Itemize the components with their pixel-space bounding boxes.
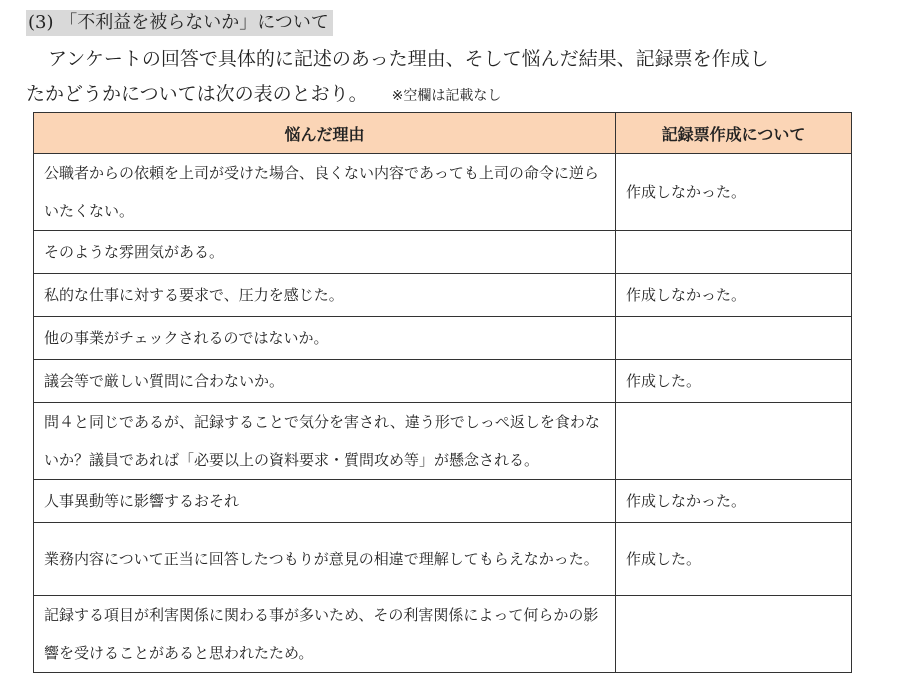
reason-cell: 人事異動等に影響するおそれ xyxy=(34,480,616,523)
table-row xyxy=(34,274,852,317)
reason-cell: 問４と同じであるが、記録することで気分を害され、違う形でしっぺ返しを食わないか？議員であれば「必要以上の資料要求・質問攻め等」が懸念される。 xyxy=(34,403,616,480)
record-cell: 作成した。 xyxy=(616,360,852,403)
reason-cell: 私的な仕事に対する要求で、圧力を感じた。 xyxy=(34,274,616,317)
record-cell: 作成しなかった。 xyxy=(616,154,852,231)
header-record: 記録票作成について xyxy=(616,113,852,154)
table-row xyxy=(34,403,852,480)
intro-paragraph-line1: アンケートの回答で具体的に記述のあった理由、そして悩んだ結果、記録票を作成し xyxy=(48,48,769,70)
reason-cell: そのような雰囲気がある。 xyxy=(34,231,616,274)
reason-cell: 公職者からの依頼を上司が受けた場合、良くない内容であっても上司の命令に逆らいたくない。 xyxy=(34,154,616,231)
record-cell xyxy=(616,403,852,480)
table-row xyxy=(34,360,852,403)
table-row xyxy=(34,523,852,596)
table-row xyxy=(34,480,852,523)
record-cell xyxy=(616,317,852,360)
header-reason: 悩んだ理由 xyxy=(34,113,616,154)
table-row xyxy=(34,231,852,274)
reason-cell: 業務内容について正当に回答したつもりが意見の相違で理解してもらえなかった。 xyxy=(34,523,616,596)
table-header-row xyxy=(34,113,852,154)
table-row xyxy=(34,154,852,231)
intro-paragraph-line2 xyxy=(26,79,886,111)
record-cell: 作成しなかった。 xyxy=(616,480,852,523)
record-cell: 作成した。 xyxy=(616,523,852,596)
intro-paragraph-text: たかどうかについては次の表のとおり。 xyxy=(26,83,368,105)
reason-cell: 他の事業がチェックされるのではないか。 xyxy=(34,317,616,360)
reasons-table xyxy=(33,112,852,673)
record-cell xyxy=(616,596,852,673)
reason-cell: 記録する項目が利害関係に関わる事が多いため、その利害関係によって何らかの影響を受けることがあると思われたため。 xyxy=(34,596,616,673)
table-row xyxy=(34,317,852,360)
reason-cell: 議会等で厳しい質問に合わないか。 xyxy=(34,360,616,403)
section-heading: (3) 「不利益を被らないか」について xyxy=(26,10,333,36)
record-cell: 作成しなかった。 xyxy=(616,274,852,317)
blank-note: ※空欄は記載なし xyxy=(391,88,502,104)
record-cell xyxy=(616,231,852,274)
table-row xyxy=(34,596,852,673)
